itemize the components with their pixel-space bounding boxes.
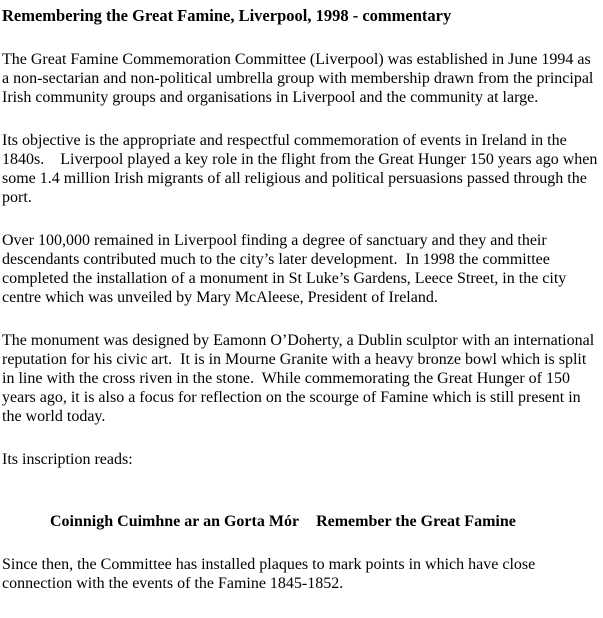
paragraph-objective: Its objective is the appropriate and respectful commemoration of events in Ireland in the 1840s. Liverpool played a key role in the flight from the Great Hunger 150 years ago when some 1.4 million Irish migrants of all religious and political persuasions passed through the port. <box>2 132 602 206</box>
paragraph-monument-design: The monument was designed by Eamonn O’Doherty, a Dublin sculptor with an international reputation for his civic art. It is in Mourne Granite with a heavy bronze bowl which is split in line with the cross riven in the stone. While commemorating the Great Hunger of 150 years ago, it is also a focus for reflection on the scourge of Famine which is still present in the world today. <box>2 332 599 425</box>
paragraph-committee-established: The Great Famine Commemoration Committee (Liverpool) was established in June 1994 as a non-sectarian and non-political umbrella group with membership drawn from the principal Irish community groups and organisations in Liverpool and the community at large. <box>2 51 598 106</box>
paragraph-remained-in-liverpool: Over 100,000 remained in Liverpool finding a degree of sanctuary and they and their descendants contributed much to the city’s later development. In 1998 the committee completed the installation of a monument in St Luke’s Gardens, Leece Street, in the city centre which was unveiled by Mary McAleese, President of Ireland. <box>2 232 571 306</box>
page-title: Remembering the Great Famine, Liverpool, 1998 - commentary <box>2 6 452 25</box>
inscription-intro: Its inscription reads: <box>2 451 133 468</box>
inscription-english: Remember the Great Famine <box>316 513 516 530</box>
closing-paragraph: Since then, the Committee has installed plaques to mark points in which have close connection with the events of the Famine 1845-1852. <box>2 556 540 592</box>
inscription-gaelic: Coinnigh Cuimhne ar an Gorta Mór <box>50 513 300 530</box>
inscription-line <box>2 493 600 531</box>
